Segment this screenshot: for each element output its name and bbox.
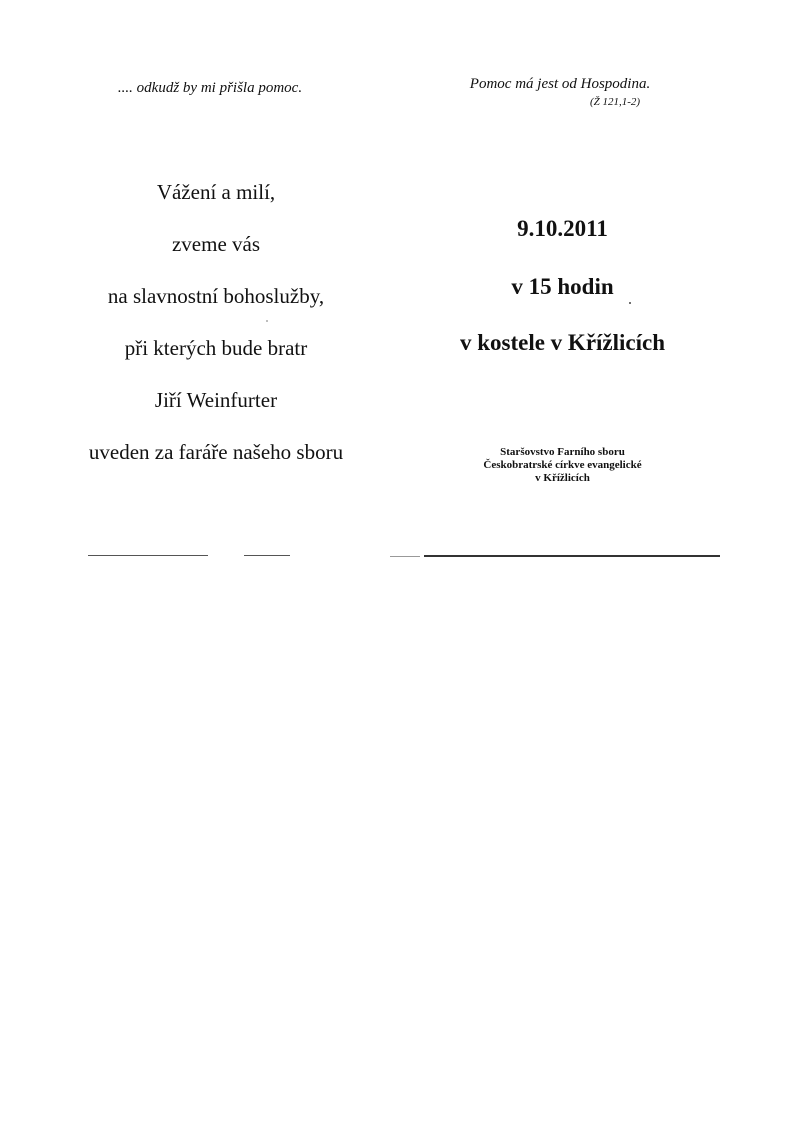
signature-block [460, 446, 665, 485]
event-time: v 15 hodin [511, 274, 614, 299]
bible-reference: (Ž 121,1-2) [589, 96, 641, 108]
cut-line-segment [390, 556, 420, 557]
greeting-line: Vážení a milí, [156, 180, 276, 204]
cut-line-segment [88, 555, 208, 556]
signature-line: Staršovstvo Farního sboru [500, 446, 625, 458]
cut-line-segment [424, 555, 720, 557]
invitation-line: zveme vás [171, 232, 261, 256]
left-motto: .... odkudž by mi přišla pomoc. [117, 80, 303, 96]
invitation-line: na slavnostní bohoslužby, [107, 284, 325, 308]
signature-line: Českobratrské církve evangelické [483, 459, 642, 471]
invitation-line: při kterých bude bratr [124, 336, 308, 360]
invitation-line: uveden za faráře našeho sboru [88, 440, 344, 464]
pastor-name: Jiří Weinfurter [154, 388, 278, 412]
cut-line-segment [244, 555, 290, 556]
event-place: v kostele v Křížlicích [459, 330, 666, 355]
event-date: 9.10.2011 [517, 216, 608, 241]
scan-speck [629, 302, 631, 304]
signature-line: v Křížlicích [535, 472, 590, 484]
scan-speck [266, 320, 268, 322]
right-motto: Pomoc má jest od Hospodina. [469, 76, 651, 92]
